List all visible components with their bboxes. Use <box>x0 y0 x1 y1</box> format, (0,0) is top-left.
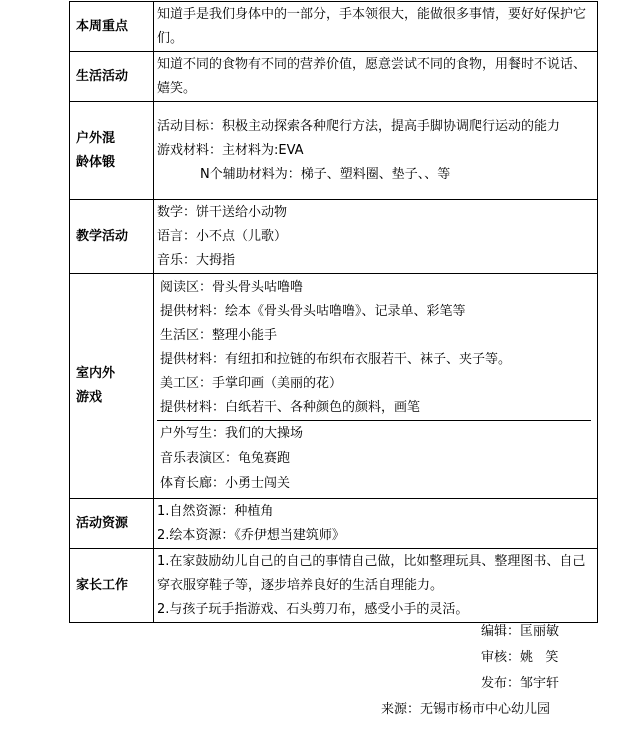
row-header-teaching-activity: 教学活动 <box>70 200 154 274</box>
content-line: 1.自然资源：种植角 <box>157 503 274 519</box>
row-content-weekly-focus <box>154 2 598 52</box>
row-header-outdoor-exercise: 户外混龄体锻 <box>70 102 154 200</box>
row-content-life-activity <box>154 52 598 102</box>
table-row-weekly-focus <box>70 2 598 52</box>
row-header-weekly-focus: 本周重点 <box>70 2 154 52</box>
content-line: 阅读区：骨头骨头咕噜噜 <box>160 280 304 295</box>
content-line: 音乐：大拇指 <box>157 252 236 268</box>
content-line: 提供材料：绘本《骨头骨头咕噜噜》、记录单、彩笔等 <box>160 304 466 319</box>
table-row-parent-work <box>70 549 598 623</box>
content-line: 1.在家鼓励幼儿自己的自己的事情自己做，比如整理玩具、整理图书、自己穿衣服穿鞋子等，逐步培养良好的生活自理能力。 <box>157 553 586 593</box>
content-line: 游戏材料：主材料为:EVA <box>157 142 304 158</box>
row-content-teaching-activity <box>154 200 598 274</box>
content-line: 2.绘本资源：《乔伊想当建筑师》 <box>157 527 345 543</box>
content-line: 提供材料：有纽扣和拉链的布织布衣服若干、袜子、夹子等。 <box>160 352 512 367</box>
row-header-indoor-outdoor-games: 室内外游戏 <box>70 274 154 499</box>
footer-editor: 编辑：匡丽敏 <box>481 624 560 639</box>
row-header-life-activity: 生活活动 <box>70 52 154 102</box>
footer-source: 来源：无锡市杨市中心幼儿园 <box>381 702 551 717</box>
table-row-activity-resources <box>70 499 598 549</box>
content-line: 提供材料：白纸若干、各种颜色的颜料，画笔 <box>160 400 421 415</box>
row-content-activity-resources <box>154 499 598 549</box>
footer-reviewer: 审核：姚 笑 <box>481 650 559 665</box>
footer-publisher: 发布：邹宇轩 <box>481 676 560 691</box>
content-line: 音乐表演区：龟兔赛跑 <box>160 451 291 466</box>
content-line: 生活区：整理小能手 <box>160 328 278 343</box>
content-line: 户外写生：我们的大操场 <box>160 426 304 441</box>
content-line: 2.与孩子玩手指游戏、石头剪刀布，感受小手的灵活。 <box>157 601 469 617</box>
row-header-activity-resources: 活动资源 <box>70 499 154 549</box>
table-row-teaching-activity <box>70 200 598 274</box>
row-header-parent-work: 家长工作 <box>70 549 154 623</box>
row-content-indoor-outdoor-games <box>154 274 598 499</box>
weekly-plan-table <box>69 1 598 623</box>
content-line: N个辅助材料为：梯子、塑料圈、垫子、、等 <box>200 166 451 182</box>
table-row-outdoor-exercise <box>70 102 598 200</box>
content-line: 活动目标：积极主动探索各种爬行方法，提高手脚协调爬行运动的能力 <box>157 118 561 134</box>
content-line: 数学：饼干送给小动物 <box>157 204 288 220</box>
table-row-life-activity <box>70 52 598 102</box>
row-content-outdoor-exercise <box>154 102 598 200</box>
content-line: 知道不同的食物有不同的营养价值，愿意尝试不同的食物，用餐时不说话、嬉笑。 <box>157 56 587 96</box>
indoor-games-section <box>157 276 591 420</box>
content-line: 知道手是我们身体中的一部分，手本领很大，能做很多事情，要好好保护它们。 <box>157 6 587 46</box>
table-row-indoor-outdoor-games <box>70 274 598 499</box>
content-line: 语言：小不点（儿歌） <box>157 228 288 244</box>
content-line: 体育长廊：小勇士闯关 <box>160 476 291 491</box>
row-content-parent-work <box>154 549 598 623</box>
outdoor-games-section <box>157 420 591 496</box>
content-line: 美工区：手掌印画（美丽的花） <box>160 376 343 391</box>
